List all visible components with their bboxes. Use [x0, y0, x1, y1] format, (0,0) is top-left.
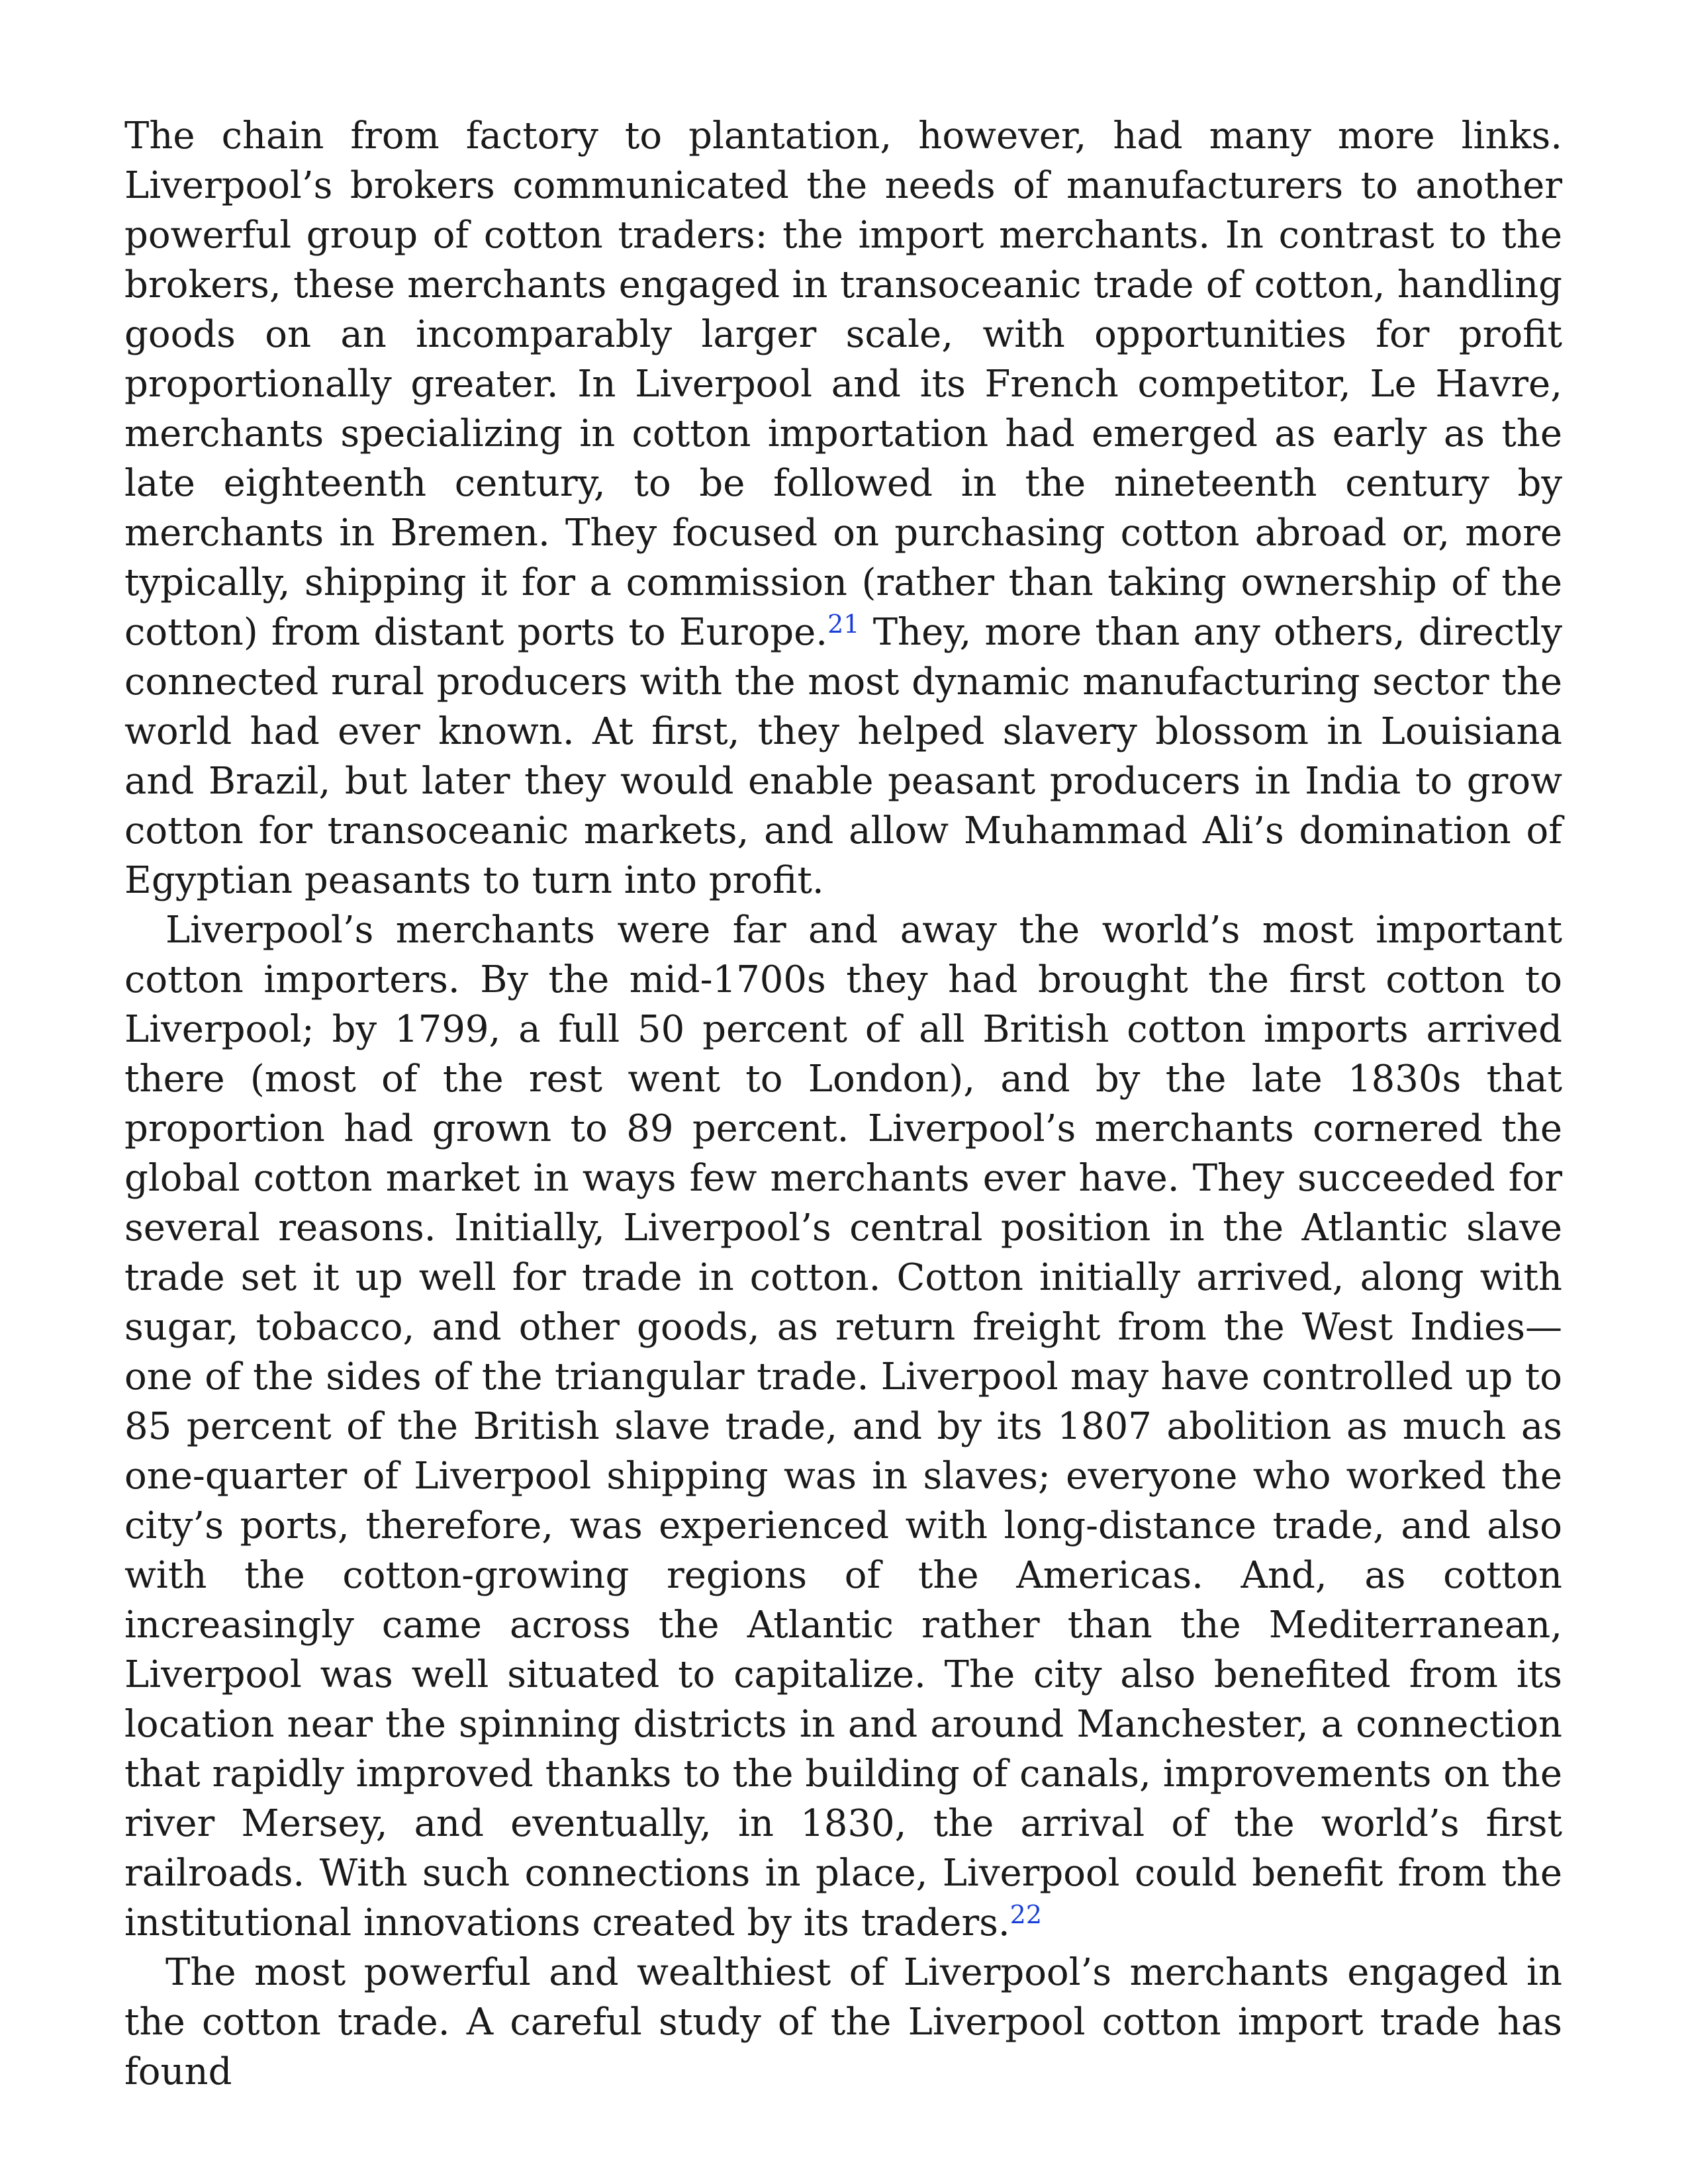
- footnote-link-22[interactable]: 22: [1009, 1900, 1043, 1929]
- paragraph-3: [124, 1948, 1562, 2097]
- paragraph-1-text-a: The chain from factory to plantation, however, had many more links. Liverpool’s brokers communicated the needs of manufacturers to another powerful group of cotton traders: the import merchants. In contrast to the brokers, these merchants engaged in transoceanic trade of cotton, handling goods on an incomparably larger scale, with opportunities for profit proportionally greater. In Liverpool and its French competitor, Le Havre, merchants specializing in cotton importation had emerged as early as the late eighteenth century, to be followed in the nineteenth century by merchants in Bremen. They focused on purchasing cotton abroad or, more typically, shipping it for a commission (rather than taking ownership of the cotton) from distant ports to Europe.: [124, 114, 1562, 654]
- paragraph-1-text-b: They, more than any others, directly connected rural producers with the most dynamic manufacturing sector the world had ever known. At first, they helped slavery blossom in Louisiana and Brazil, but later they would enable peasant producers in India to grow cotton for transoceanic markets, and allow Muhammad Ali’s domination of Egyptian peasants to turn into profit.: [124, 611, 1563, 902]
- paragraph-2: [124, 905, 1562, 1948]
- page-body: [124, 111, 1562, 2097]
- footnote-link-21[interactable]: 21: [827, 610, 860, 639]
- paragraph-3-text: The most powerful and wealthiest of Liverpool’s merchants engaged in the cotton trade. A careful study of the Liverpool cotton import trade has found: [124, 1951, 1562, 2093]
- paragraph-1: [124, 111, 1562, 905]
- paragraph-2-text: Liverpool’s merchants were far and away the world’s most important cotton importers. By the mid-1700s they had brought the first cotton to Liverpool; by 1799, a full 50 percent of all British cotton imports arrived there (most of the rest went to London), and by the late 1830s that proportion had grown to 89 percent. Liverpool’s merchants cornered the global cotton market in ways few merchants ever have. They succeeded for several reasons. Initially, Liverpool’s central position in the Atlantic slave trade set it up well for trade in cotton. Cotton initially arrived, along with sugar, tobacco, and other goods, as return freight from the West Indies—one of the sides of the triangular trade. Liverpool may have controlled up to 85 percent of the British slave trade, and by its 1807 abolition as much as one-quarter of Liverpool shipping was in slaves; everyone who worked the city’s ports, therefore, was experienced with long-distance trade, and also with the cotton-growing regions of the Americas. And, as cotton increasingly came across the Atlantic rather than the Mediterranean, Liverpool was well situated to capitalize. The city also benefited from its location near the spinning districts in and around Manchester, a connection that rapidly improved thanks to the building of canals, improvements on the river Mersey, and eventually, in 1830, the arrival of the world’s first railroads. With such connections in place, Liverpool could benefit from the institutional innovations created by its traders.: [124, 909, 1562, 1944]
